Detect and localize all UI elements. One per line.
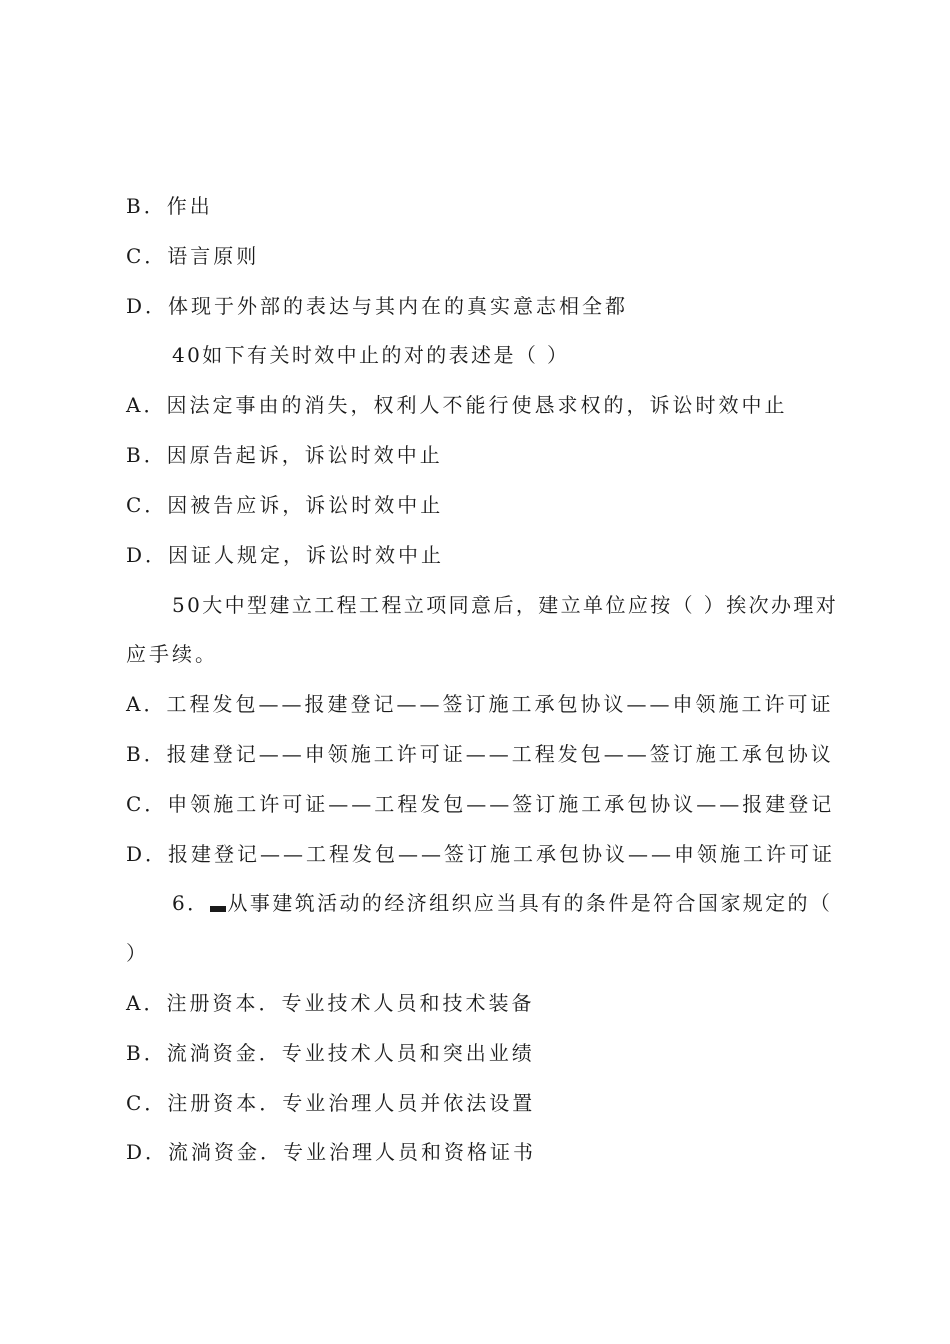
option-d: D．体现于外部的表达与其内在的真实意志相全都 [126, 294, 629, 318]
option-c: C．因被告应诉，诉讼时效中止 [126, 493, 444, 517]
question-stem [172, 891, 832, 915]
option-d: D．因证人规定，诉讼时效中止 [126, 543, 445, 567]
ink-mark [210, 906, 226, 912]
option-c: C．语言原则 [126, 244, 260, 268]
question-stem-text: 从事建筑活动的经济组织应当具有的条件是符合国家规定的（ [227, 891, 833, 915]
option-d: D．流淌资金．专业治理人员和资格证书 [126, 1140, 537, 1164]
option-a: A．工程发包——报建登记——签订施工承包协议——申领施工许可证 [126, 692, 834, 716]
option-c: C．注册资本．专业治理人员并依法设置 [126, 1091, 536, 1115]
option-b: B．流淌资金．专业技术人员和突出业绩 [126, 1041, 535, 1065]
option-b: B．因原告起诉，诉讼时效中止 [126, 443, 443, 467]
question-number: 6． [172, 891, 210, 915]
option-a: A．因法定事由的消失，权利人不能行使恳求权的，诉讼时效中止 [126, 393, 788, 417]
option-c: C．申领施工许可证——工程发包——签订施工承包协议——报建登记 [126, 792, 835, 816]
option-b: B．报建登记——申领施工许可证——工程发包——签订施工承包协议 [126, 742, 834, 766]
question-stem-continued: 应手续。 [126, 642, 218, 666]
option-a: A．注册资本．专业技术人员和技术装备 [126, 991, 535, 1015]
question-stem: 40如下有关时效中止的对的表述是（ ） [172, 343, 570, 367]
question-stem-continued: ） [126, 941, 149, 965]
option-b: B．作出 [126, 194, 213, 218]
option-d: D．报建登记——工程发包——签订施工承包协议——申领施工许可证 [126, 842, 836, 866]
question-stem: 50大中型建立工程工程立项同意后，建立单位应按（ ）挨次办理对 [172, 593, 839, 617]
